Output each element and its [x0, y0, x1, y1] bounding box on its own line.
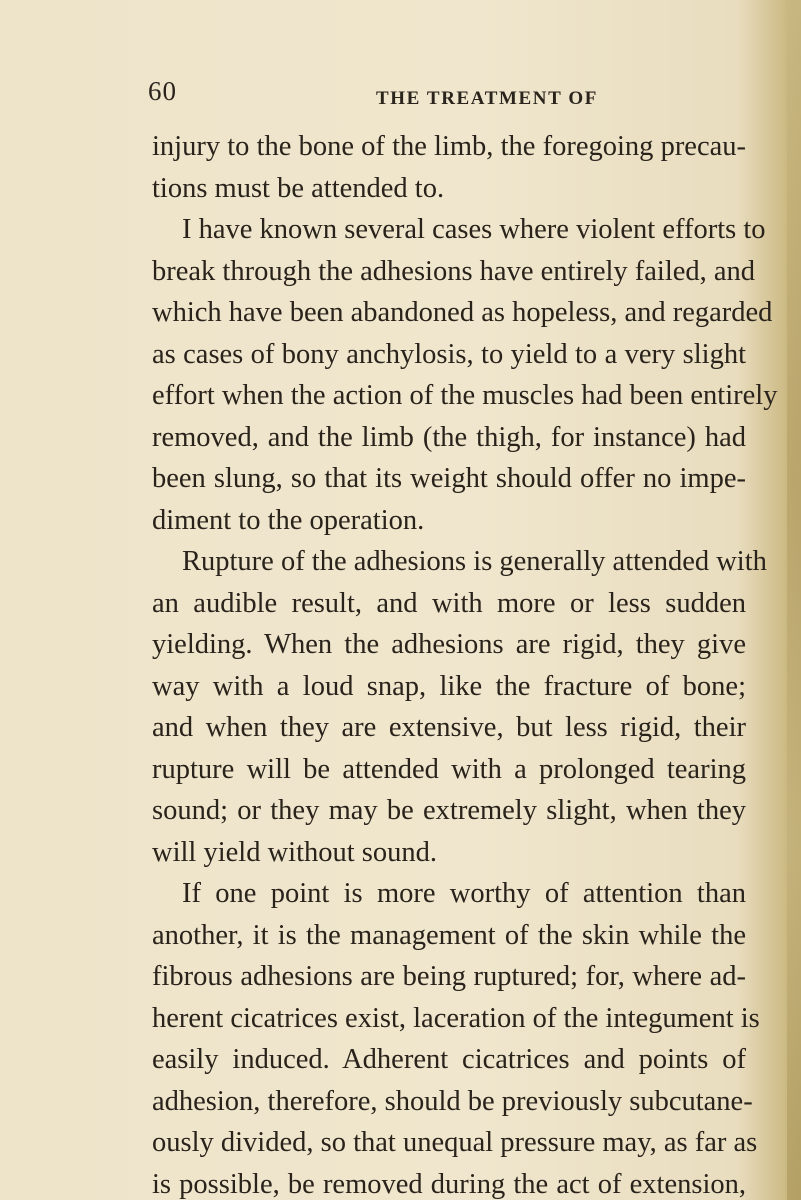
text-line: rupture will be attended with a prolonged tearing	[152, 753, 746, 785]
running-head	[148, 76, 748, 118]
text-line: an audible result, and with more or less sudden	[152, 587, 746, 619]
text-line: another, it is the management of the skin while the	[152, 919, 746, 951]
text-line: If one point is more worthy of attention than	[182, 878, 746, 909]
text-line: adhesion, therefore, should be previously subcutane-	[152, 1085, 753, 1117]
page-number: 60	[148, 76, 177, 106]
text-line: injury to the bone of the limb, the foregoing precau-	[152, 131, 746, 162]
text-line: diment to the operation.	[152, 504, 425, 536]
text-line: been slung, so that its weight should offer no impe-	[152, 463, 746, 494]
text-line: and when they are extensive, but less rigid, their	[152, 712, 746, 743]
text-line: herent cicatrices exist, laceration of the integument is	[152, 1002, 760, 1034]
text-line: which have been abandoned as hopeless, and regarded	[152, 297, 773, 328]
text-line: removed, and the limb (the thigh, for instance) had	[152, 421, 746, 453]
running-title: THE TREATMENT OF	[376, 88, 598, 109]
text-line: way with a loud snap, like the fracture of bone;	[152, 670, 746, 702]
text-line: easily induced. Adherent cicatrices and points of	[152, 1044, 746, 1075]
text-line: effort when the action of the muscles had been entirely	[152, 380, 778, 411]
text-line: Rupture of the adhesions is generally attended with	[182, 546, 767, 577]
text-line: I have known several cases where violent efforts to	[182, 214, 766, 245]
text-line: sound; or they may be extremely slight, when they	[152, 795, 746, 826]
text-line: ously divided, so that unequal pressure may, as far as	[152, 1127, 758, 1158]
text-line: as cases of bony anchylosis, to yield to a very slight	[152, 338, 746, 370]
text-line: will yield without sound.	[152, 836, 437, 868]
text-line: break through the adhesions have entirely failed, and	[152, 255, 756, 287]
text-line: tions must be attended to.	[152, 172, 445, 204]
body-text	[152, 126, 778, 1200]
text-line: is possible, be removed during the act of extension,	[152, 1168, 746, 1200]
text-line: fibrous adhesions are being ruptured; for, where ad-	[152, 961, 746, 992]
text-line: yielding. When the adhesions are rigid, they give	[152, 629, 746, 660]
